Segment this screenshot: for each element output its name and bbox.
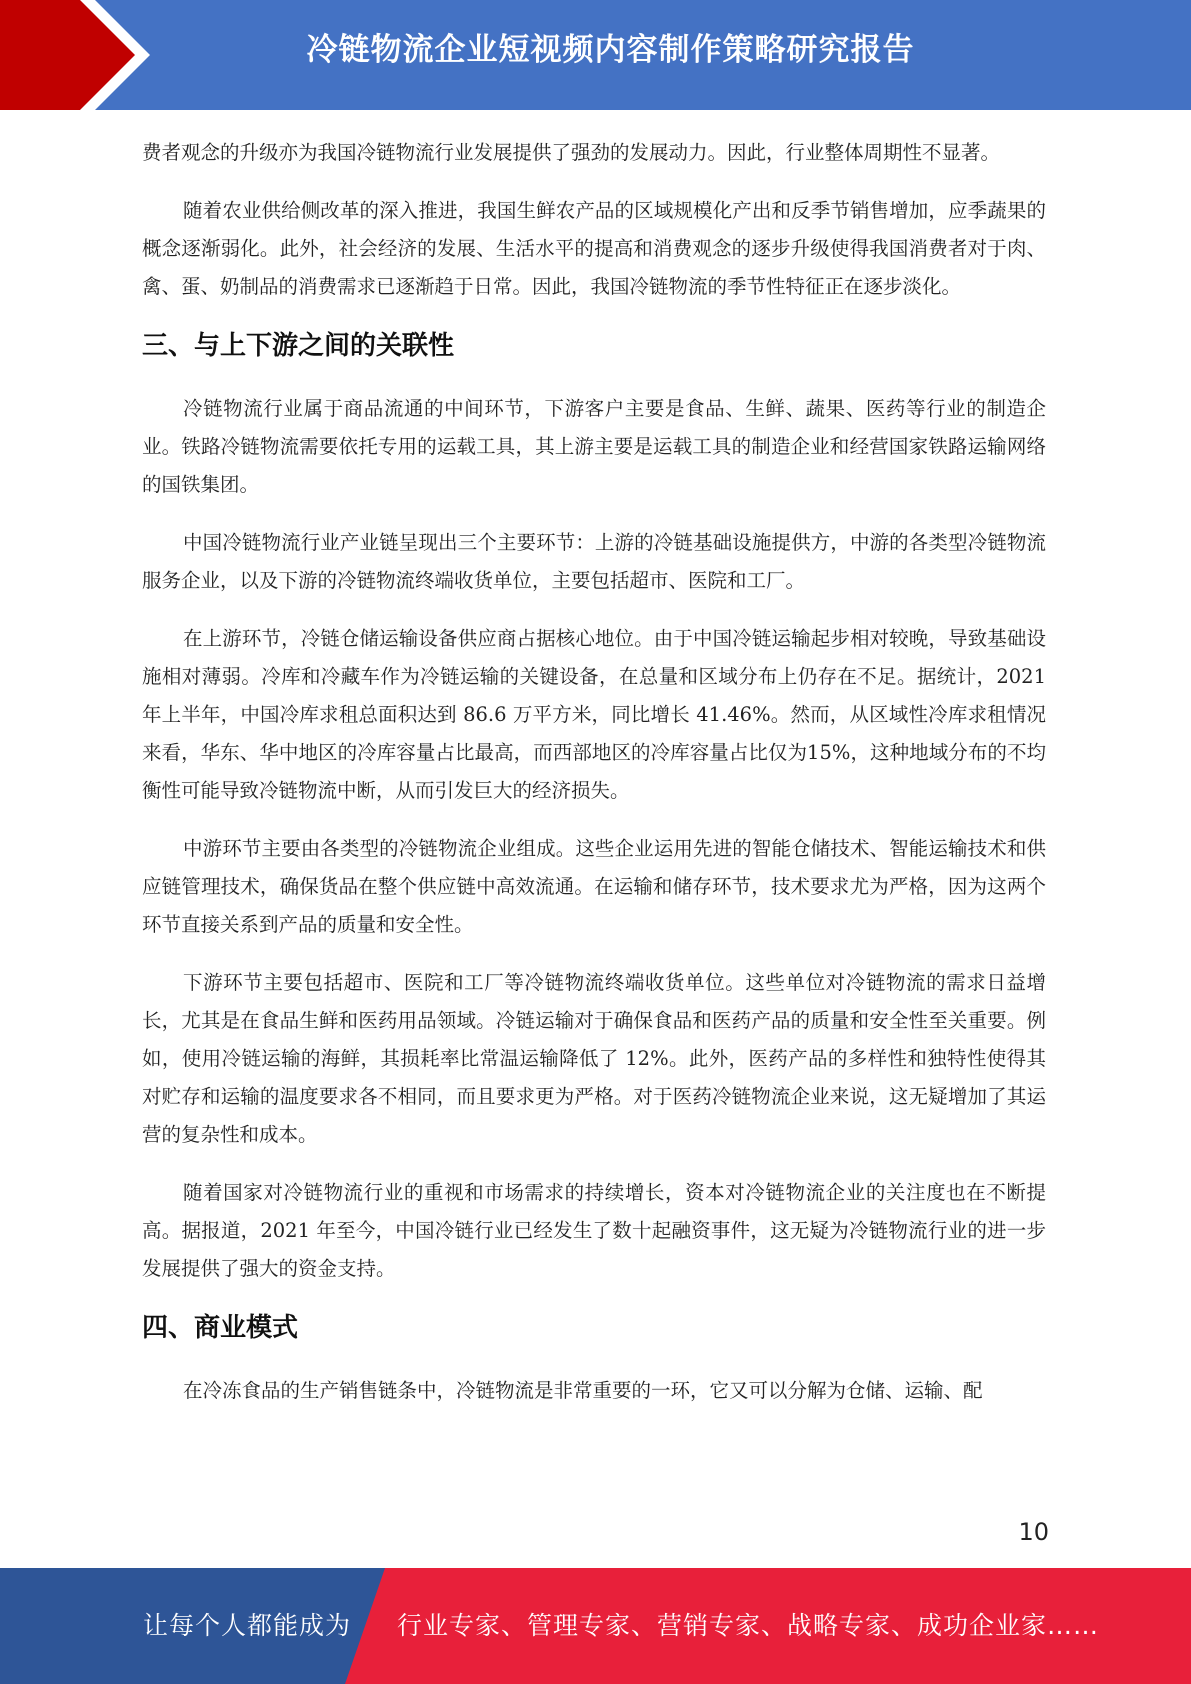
section-heading: 四、商业模式 (142, 1313, 299, 1343)
paragraph: 在上游环节，冷链仓储运输设备供应商占据核心地位。由于中国冷链运输起步相对较晚，导致基础设施相对薄弱。冷库和冷藏车作为冷链运输的关键设备，在总量和区域分布上仍存在不足。据统计，2021 年上半年，中国冷库求租总面积达到 86.6 万平方米，同比增长 41.46%。然而，从区域性冷库求租情况来看，华东、华中地区的冷库容量占比最高，而西部地区的冷库容量占比仅为15%，这种地域分布的不均衡性可能导致冷链物流中断，从而引发巨大的经济损失。 (142, 627, 1046, 802)
paragraph: 中国冷链物流行业产业链呈现出三个主要环节：上游的冷链基础设施提供方，中游的各类型冷链物流服务企业，以及下游的冷链物流终端收货单位，主要包括超市、医院和工厂。 (142, 531, 1046, 592)
paragraph: 在冷冻食品的生产销售链条中，冷链物流是非常重要的一环，它又可以分解为仓储、运输、配 (183, 1379, 983, 1402)
page-footer (0, 1568, 1191, 1684)
paragraph: 随着国家对冷链物流行业的重视和市场需求的持续增长，资本对冷链物流企业的关注度也在不断提高。据报道，2021 年至今，中国冷链行业已经发生了数十起融资事件，这无疑为冷链物流行业的进一步发展提供了强大的资金支持。 (142, 1181, 1046, 1280)
footer-slogan-left: 让每个人都能成为 (143, 1611, 352, 1640)
paragraph: 冷链物流行业属于商品流通的中间环节，下游客户主要是食品、生鲜、蔬果、医药等行业的制造企业。铁路冷链物流需要依托专用的运载工具，其上游主要是运载工具的制造企业和经营国家铁路运输网络的国铁集团。 (142, 397, 1046, 496)
paragraph: 下游环节主要包括超市、医院和工厂等冷链物流终端收货单位。这些单位对冷链物流的需求日益增长，尤其是在食品生鲜和医药用品领域。冷链运输对于确保食品和医药产品的质量和安全性至关重要。例如，使用冷链运输的海鲜，其损耗率比常温运输降低了 12%。此外，医药产品的多样性和独特性使得其对贮存和运输的温度要求各不相同，而且要求更为严格。对于医药冷链物流企业来说，这无疑增加了其运营的复杂性和成本。 (142, 971, 1046, 1146)
page-number: 10 (1018, 1518, 1049, 1546)
paragraph: 费者观念的升级亦为我国冷链物流行业发展提供了强劲的发展动力。因此，行业整体周期性不显著。 (142, 141, 1001, 164)
paragraph: 中游环节主要由各类型的冷链物流企业组成。这些企业运用先进的智能仓储技术、智能运输技术和供应链管理技术，确保货品在整个供应链中高效流通。在运输和储存环节，技术要求尤为严格，因为这两个环节直接关系到产品的质量和安全性。 (142, 837, 1046, 936)
section-heading: 三、与上下游之间的关联性 (142, 331, 455, 361)
footer-slogan-right: 行业专家、管理专家、营销专家、战略专家、成功企业家…… (397, 1611, 1100, 1640)
page-header (0, 0, 1191, 110)
paragraph: 随着农业供给侧改革的深入推进，我国生鲜农产品的区域规模化产出和反季节销售增加，应季蔬果的概念逐渐弱化。此外，社会经济的发展、生活水平的提高和消费观念的逐步升级使得我国消费者对于肉、禽、蛋、奶制品的消费需求已逐渐趋于日常。因此，我国冷链物流的季节性特征正在逐步淡化。 (142, 199, 1046, 298)
header-title: 冷链物流企业短视频内容制作策略研究报告 (306, 32, 915, 68)
document-body (142, 134, 1046, 1430)
